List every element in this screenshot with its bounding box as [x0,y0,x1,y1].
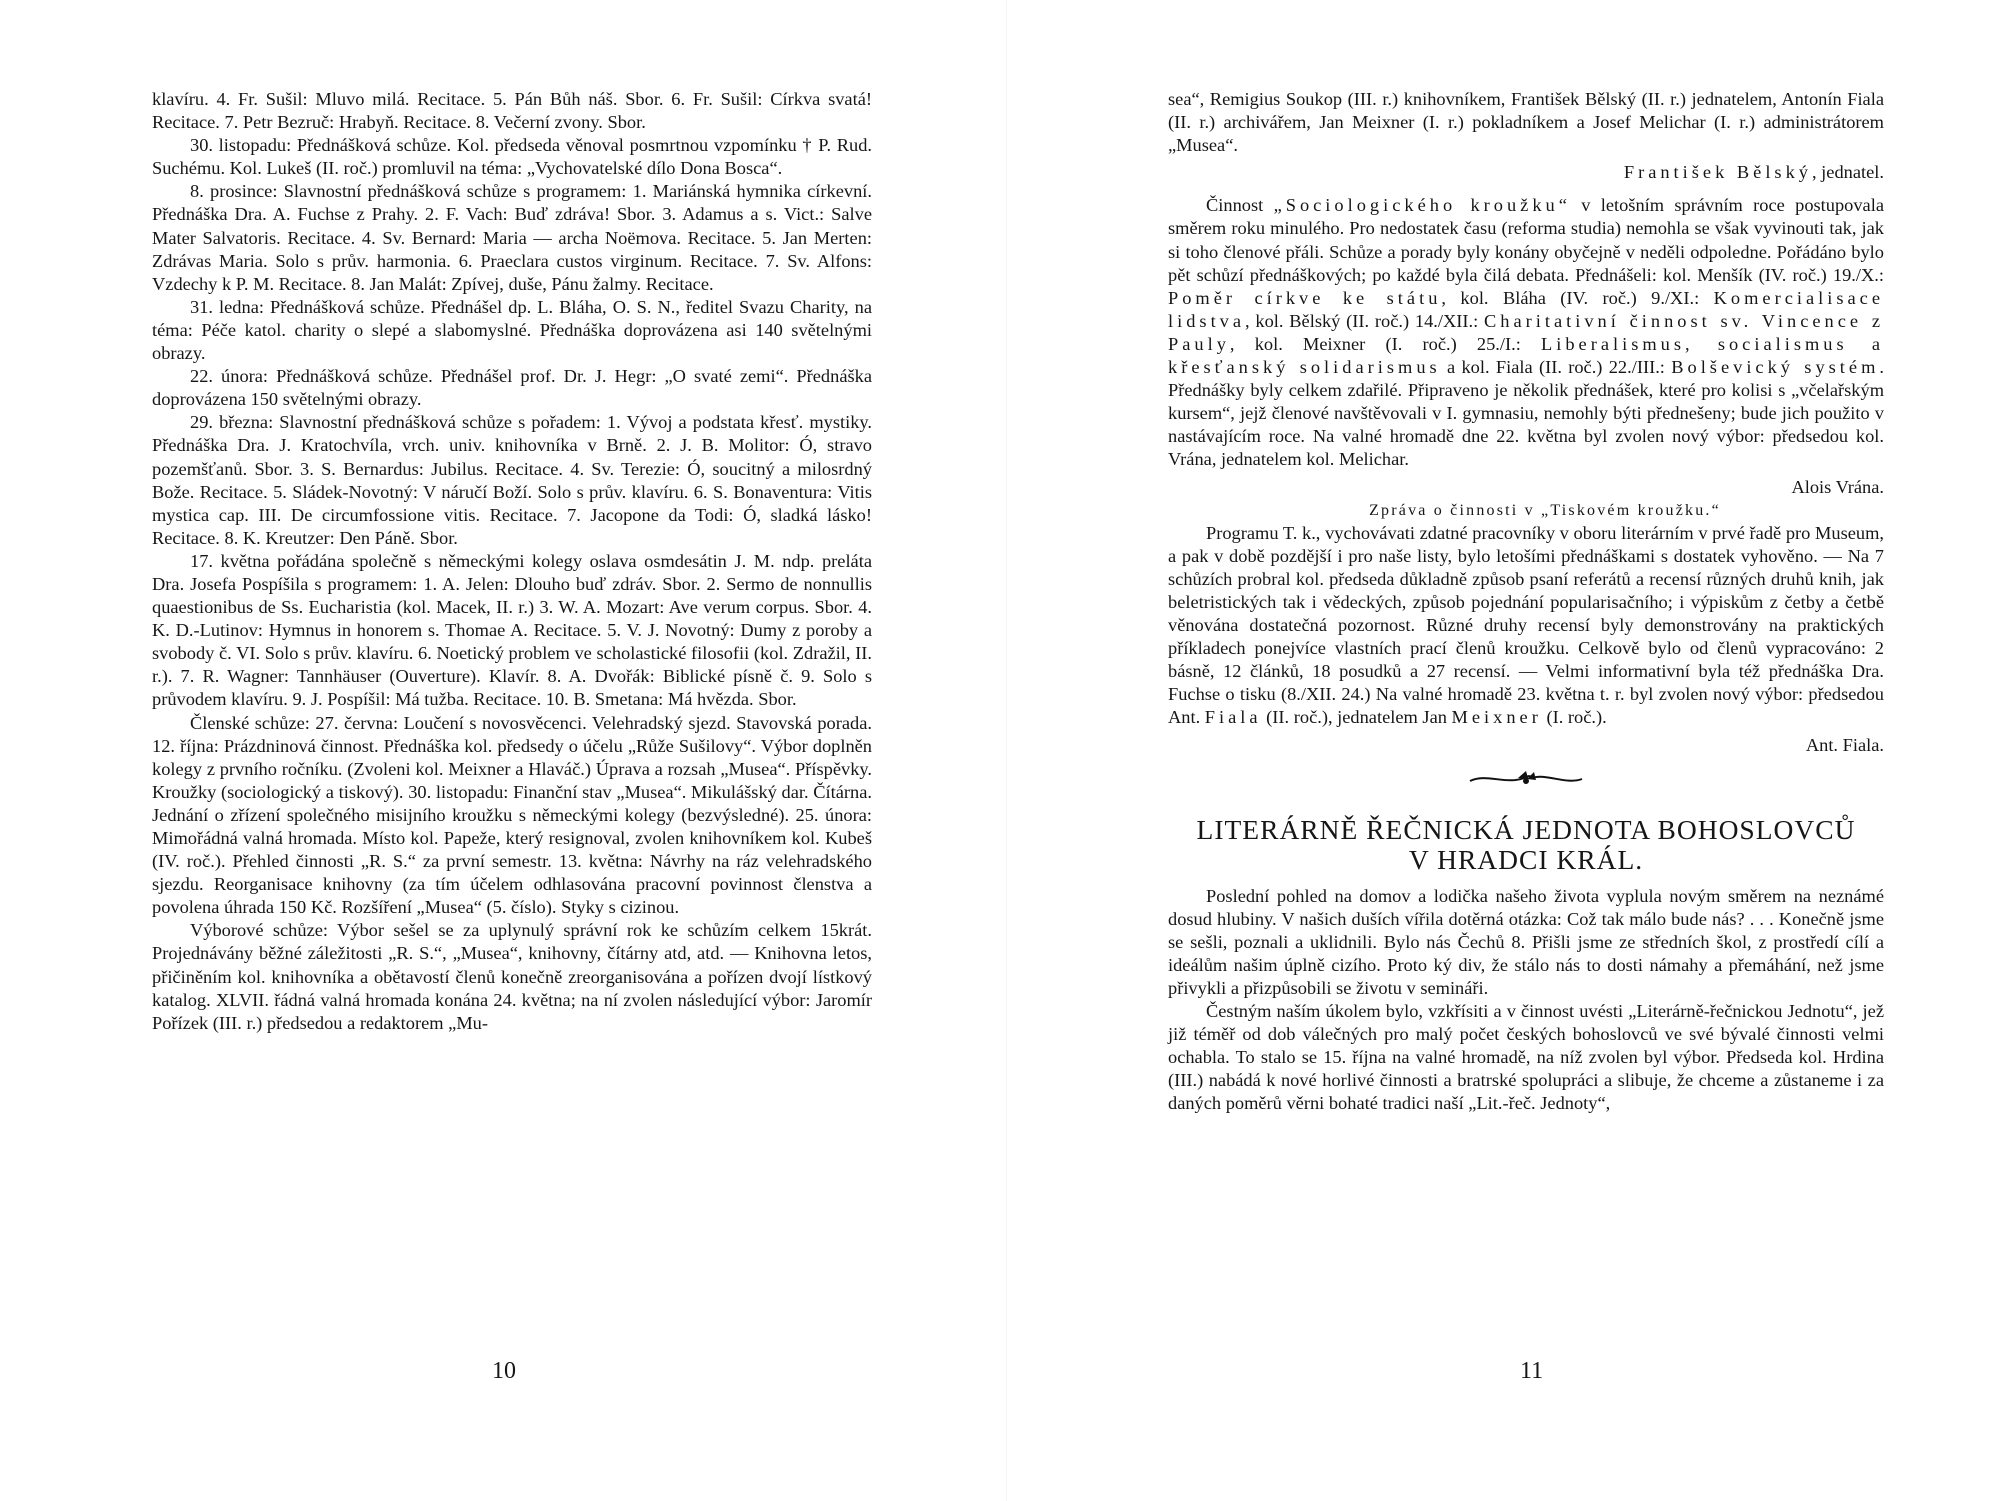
text-run: (II. roč.), jednatelem Jan [1261,707,1452,728]
paragraph [1168,194,1884,471]
signature: Ant. Fiala. [1805,734,1884,755]
paragraph: Výborové schůze: Výbor sešel se za uplynulý správní rok ke schůzím celkem 15krát. Projednávány běžné záležitosti „R. S.“, „Musea“, knihovny, čítárny atd, atd. — Knihovna letos, přičiněním kol. knihovníka a obětavostí členů konečně zreorganisována a pořízen dvojí lístkový katalog. XLVII. řádná valná hromada konána 24. května; na ní zvolen následující výbor: Jaromír Pořízek (III. r.) předsedou a redaktorem „Mu- [152,920,872,1033]
emphasis: Fiala [1204,707,1262,728]
text-run: Činnost [1206,195,1274,216]
emphasis: „Sociologického kroužku“ [1273,195,1571,216]
text-run: , kol. Bělský (II. roč.) 14./XII.: [1245,310,1484,331]
report-title: Zpráva o činnosti v „Tiskovém kroužku.“ [1369,501,1721,519]
signature: Alois Vrána. [1791,476,1884,497]
page-number: 11 [1520,1358,1544,1384]
paragraph: Členské schůze: 27. června: Loučení s novosvěcenci. Velehradský sjezd. Stavovská porada. 12. října: Prázdninová činnost. Přednáška kol. předsedy o účelu „Růže Sušilovy“. Výbor doplněn kolegy z prvního ročníku. (Zvoleni kol. Meixner a Hlaváč.) Úprava a rozsah „Musea“. Příspěvky. Kroužky (sociologický a tiskový). 30. listopadu: Finanční stav „Musea“. Mikulášský dar. Čítárna. Jednání o zřízení společného misijního kroužku s německými kolegy (bezvýsledné). 25. února: Mimořádná valná hromada. Místo kol. Papeže, který resignoval, zvolen knihovníkem kol. Kubeš (IV. roč.). Přehled činnosti „R. S.“ za první semestr. 13. května: Návrhy na ráz velehradského sjezdu. Reorganisace knihovny (za tím účelem odhlasována pracovní povinnost členstva a povolena úhrada 150 Kč. Rozšíření „Musea“ (5. číslo). Styky s cizinou. [152,712,872,918]
section-title [1168,815,1884,875]
paragraph: 8. prosince: Slavnostní přednášková schůze s programem: 1. Mariánská hymnika církevní. Přednáška Dra. A. Fuchse z Prahy. 2. F. Vach: Buď zdráva! Sbor. 3. Adamus a s. Vict.: Salve Mater Salvatoris. Recitace. 4. Sv. Bernard: Maria — archa Noëmova. Recitace. 5. Jan Merten: Zdrávas Maria. Solo s prův. harmonia. 6. Praeclara custos virginum. Recitace. 7. Sv. Alfons: Vzdechy k P. M. Recitace. 8. Jan Malát: Zpívej, duše, Pánu žalmy. Recitace. [152,181,872,294]
right-page [1007,0,2014,1501]
emphasis: Komercialisace lidstva [1168,287,1884,331]
text-run: v letošním správním roce postupovala směrem roku minulého. Pro nedostatek času (reforma studia) nemohla se však vyvinouti tak, jak si toho členové přáli. Schůze a porady byly konány obyčejně v neděli odpoledne. Pořádáno bylo pět schůzí přednáškových; po každé byla čilá debata. Přednášeli: kol. Menšík (IV. roč.) 19./X.: [1168,195,1884,285]
ornament-icon [1168,769,1884,789]
section-title-line: V HRADCI KRÁL. [1408,843,1644,875]
paragraph: sea“, Remigius Soukop (III. r.) knihovníkem, František Bělský (II. r.) jednatelem, Antonín Fiala (II. r.) archivářem, Jan Meixner (I. r.) pokladníkem a Josef Melichar (I. r.) administrátorem „Musea“. [1168,89,1884,156]
text-run: , kol. Bláha (IV. roč.) 9./XI.: [1441,287,1714,308]
text-run: , kol. Meixner (I. roč.) 25./I.: [1229,333,1542,354]
emphasis: Bolševický systém [1671,357,1880,378]
signature-role: , jednatel. [1811,162,1884,183]
paragraph [1168,522,1884,730]
text-run: . Přednášky byly celkem zdařilé. Připraveno je několik přednášek, které pro kolisi s „včelařským kursem“, jejž členové navštěvovali v I. gymnasiu, nemohly býti přednešeny; bude jich použito v nastávajícím roce. Na valné hromadě dne 22. května byl zvolen nový výbor: předsedou kol. Vrána, jednatelem kol. Melichar. [1168,357,1884,470]
paragraph: Poslední pohled na domov a lodička našeho života vyplula novým směrem na neznámé dosud hlubiny. V našich duších vířila dotěrná otázka: Což tak málo bude nás? . . . Konečně jsme se sešli, poznali a uklidnili. Bylo nás Čechů 8. Přišli jsme ze středních škol, z prostředí cílí a ideálům našim úplně cizího. Proto ký div, že stálo nás to dosti námahy a přemáhání, než jsme přivykli a přizpůsobili se životu v semináři. [1168,885,1884,998]
paragraph: klavíru. 4. Fr. Sušil: Mluvo milá. Recitace. 5. Pán Bůh náš. Sbor. 6. Fr. Sušil: Církva svatá! Recitace. 7. Petr Bezruč: Hrabyň. Recitace. 8. Večerní zvony. Sbor. [152,89,872,133]
page-number: 10 [492,1358,516,1384]
left-text-column [152,88,872,1035]
paragraph: Čestným naším úkolem bylo, vzkřísiti a v činnost uvésti „Literárně-řečnickou Jednotu“, jež již téměř od dob válečných pro malý počet českých bohoslovců ve své bývalé činnosti velmi ochabla. To stalo se 15. října na valné hromadě, na níž zvolen byl výbor. Předseda kol. Hrdina (III.) nabádá k nové horlivé činnosti a bratrské spolupráci a slibuje, že chceme a zůstaneme i za daných poměrů věrni bohaté tradici naší „Lit.-řeč. Jednoty“, [1168,1001,1884,1114]
emphasis: Meixner [1451,707,1542,728]
paragraph: 30. listopadu: Přednášková schůze. Kol. předseda věnoval posmrtnou vzpomínku † P. Rud. Suchému. Kol. Lukeš (II. roč.) promluvil na téma: „Vychovatelské dílo Dona Bosca“. [152,135,872,179]
signature-name: František Bělský [1623,162,1812,183]
paragraph: 17. května pořádána společně s německými kolegy oslava osmdesátin J. M. ndp. preláta Dra. Josefa Pospíšila s programem: 1. A. Jelen: Dlouho buď zdráv. Sbor. 2. Sermo de nonnullis quaestionibus de Ss. Eucharistia (kol. Macek, II. r.) 3. W. A. Mozart: Ave verum corpus. Sbor. 4. K. D.-Lutinov: Hymnus in honorem s. Thomae A. Recitace. 5. V. J. Novotný: Dumy z poroby a svobody č. VI. Solo s prův. klavíru. 6. Noetický problem ve scholastické filosofii (kol. Zdražil, II. r.). 7. R. Wagner: Tannhäuser (Ouverture). Klavír. 8. A. Dvořák: Biblické písně č. 9. Solo s průvodem klavíru. 9. J. Pospíšil: Má tužba. Recitace. 10. B. Smetana: Má hvězda. Sbor. [152,550,872,710]
emphasis: Liberalismus, socialismus a křesťanský solidarismus [1168,333,1884,378]
paragraph: 22. února: Přednášková schůze. Přednášel prof. Dr. J. Hegr: „O svaté zemi“. Přednáška doprovázena 150 světelnými obrazy. [152,366,872,410]
text-run: (I. roč.). [1541,707,1607,728]
text-run: a kol. Fiala (II. roč.) 22./III.: [1440,357,1672,378]
section-title-line: LITERÁRNĚ ŘEČNICKÁ JEDNOTA BOHOSLOVCŮ [1196,813,1856,845]
emphasis: Poměr církve ke státu [1168,287,1442,308]
paragraph: 29. března: Slavnostní přednášková schůze s pořadem: 1. Vývoj a podstata křesť. mystiky. Přednáška Dra. J. Kratochvíla, vrch. univ. knihovníka v Brně. 2. J. B. Molitor: Ó, stravo pozemšťanů. Sbor. 3. S. Bernardus: Jubilus. Recitace. 4. Sv. Terezie: Ó, soucitný a milosrdný Bože. Recitace. 5. Sládek-Novotný: V náručí Boží. Solo s prův. klavíru. 6. S. Bonaventura: Vitis mystica cap. III. De circumfossione vitis. Recitace. 7. Jacopone da Todi: Ó, sladká lásko! Recitace. 8. K. Kreutzer: Den Páně. Sbor. [152,412,872,548]
right-text-column [1168,88,1884,1116]
emphasis: Charitativní činnost sv. Vincence z Pauly [1168,310,1884,354]
paragraph: 31. ledna: Přednášková schůze. Přednášel dp. L. Bláha, O. S. N., ředitel Svazu Charity, na téma: Péče katol. charity o slepé a slabomyslné. Přednáška doprovázena asi 140 světelnými obrazy. [152,296,872,364]
text-run: Programu T. k., vychovávati zdatné pracovníky v oboru literárním v prvé řadě pro Museum, a pak v době pozdější i pro naše listy, bylo letošími přednáškami s dostatek vyhověno. — Na 7 schůzích probral kol. předseda důkladně způsob psaní referátů a recensí různých druhů knih, jak beletristických tak i vědeckých, způsob pojednání popularisačního; i výpiskům z četby a četbě věnována dostatečná pozornost. Různé druhy recensí byly demonstrovány na praktických příkladech ponejvíce vlastních prací členů kroužku. Celkově bylo od členů vypracováno: 2 básně, 12 článků, 18 posudků a 27 recensí. — Velmi informativní byla též přednáška Dra. Fuchse o tisku (8./XII. 24.) Na valné hromadě 23. května t. r. byl zvolen nový výbor: předsedou Ant. [1168,522,1884,728]
signature [1168,161,1884,184]
